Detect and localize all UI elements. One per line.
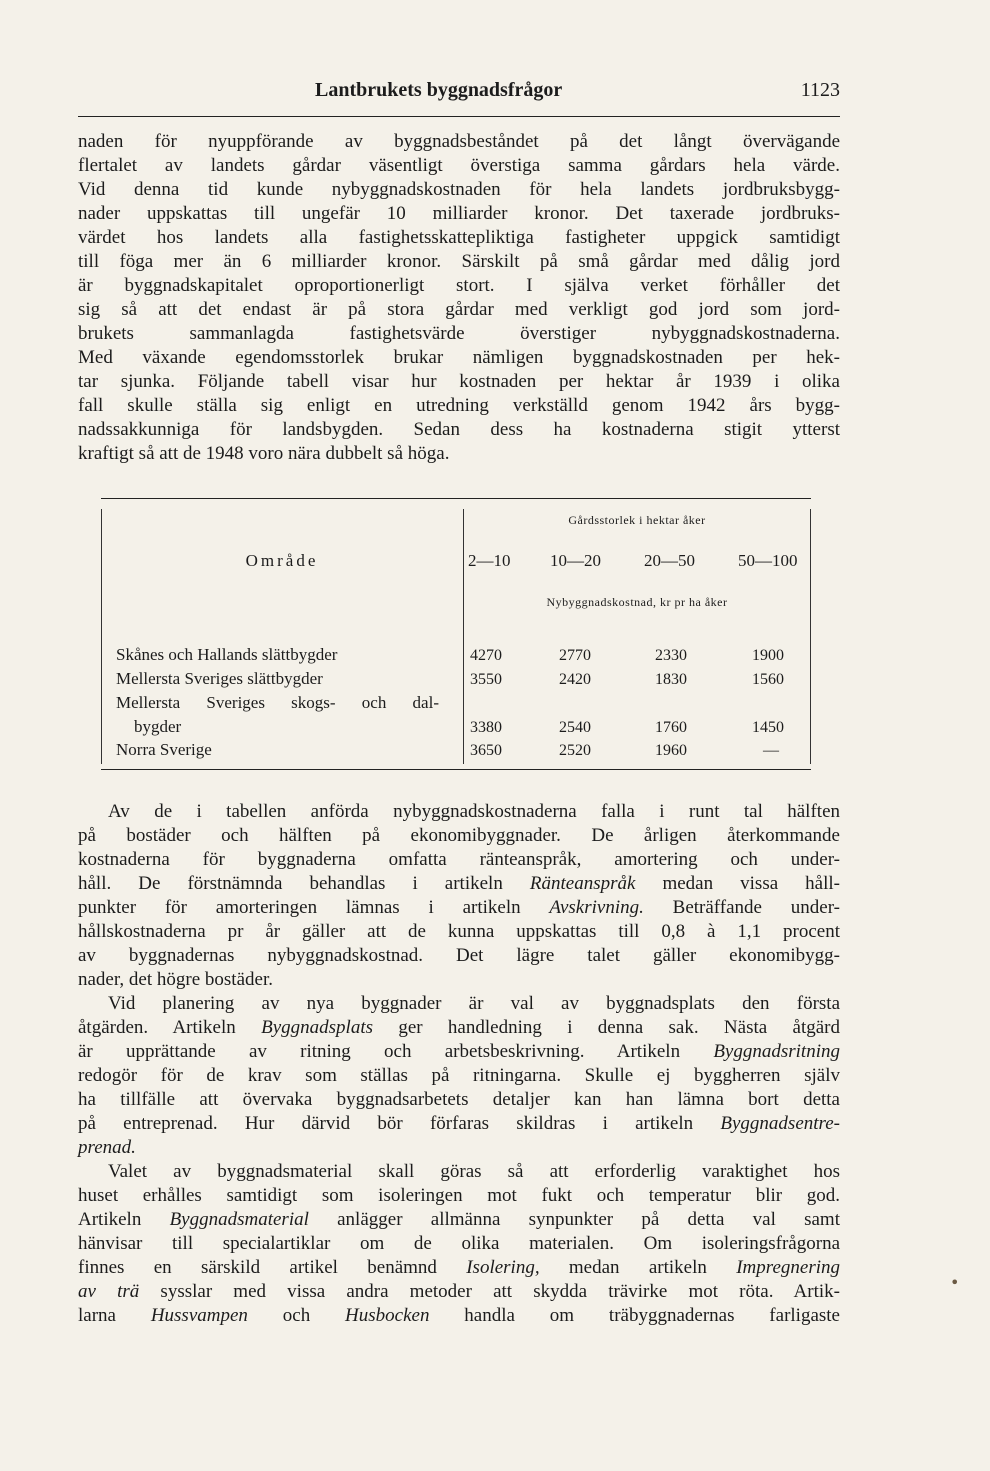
size-range-header: 10—20	[550, 551, 601, 570]
text-line: Med växande egendomsstorlek brukar nämligen byggnadskostnaden per hek-	[78, 347, 840, 368]
article-reference: prenad.	[78, 1137, 136, 1158]
paragraph-3: Vid planering av nya byggnader är val av byggnadsplats den första	[108, 993, 840, 1014]
table-cell: 1830	[655, 671, 687, 688]
table-cell: 2420	[559, 671, 591, 688]
article-reference: Impregnering	[736, 1257, 840, 1278]
article-reference: Byggnadsentre-	[720, 1113, 840, 1134]
page-number: 1123	[800, 79, 840, 101]
article-reference: av trä	[78, 1281, 140, 1302]
size-group-header: Gårdsstorlek i hektar åker	[568, 513, 706, 527]
article-reference: Hussvampen	[150, 1305, 248, 1326]
row-label: Skånes och Hallands slättbygder	[116, 645, 338, 664]
body-text-lower: Av de i tabellen anförda nybyggnadskostnaderna falla i runt tal hälften på bostäder och hälften på ekonomibyggnader. De årligen återkommande kostnaderna för byggnaderna omfatta ränteanspråk, amortering och under- håll. De förstnämnda behandlas i artikeln Ränteanspråk medan vissa håll- punkter för amorteringen lämnas i artikeln Avskrivning. Beträffande under- hållskostnaderna pr år gäller att de kunna uppskattas till 0,8 à 1,1 procent av byggnadernas nybyggnadskostnad. Det lägre talet gäller ekonomibygg- nader, det högre bostäder. Vid planering av nya byggnader är val av byggnadsplats den första åtgärden. Artikeln Byggnadsplats ger handledning i denna sak. Nästa åtgärd är upprättande av ritning och arbetsbeskrivning. Artikeln Byggnadsritning redogör för de krav som ställas på ritningarna. Skulle ej byggherren själv ha tillfälle att övervaka byggnadsarbetets detaljer kan han lämna bort detta på entreprenad. Hur därvid bör förfaras skildras i artikeln Byggnadsentre- prenad. Valet av byggnadsmaterial skall göras så att erforderlig varaktighet hos huset erhålles samtidigt som isoleringen mot fukt och temperatur blir god. Artikeln Byggnadsmaterial anlägger allmänna synpunkter på detta val samt hänvisar till specialartiklar om de olika materialen. Om isoleringsfrågorna finnes en särskild artikel benämnd Isolering, medan artikeln Impregnering av trä sysslar med vissa andra metoder att skydda trävirke mot röta. Artik- larna Hussvampen och Husbocken handla om träbyggnadernas farligaste	[78, 801, 840, 1326]
table-cell: 4270	[470, 647, 502, 664]
table-cell: 2330	[655, 647, 687, 664]
text-line: nadssakkunniga för landsbygden. Sedan dess ha kostnaderna stigit ytterst	[78, 419, 840, 440]
paragraph-1	[78, 130, 840, 466]
text-line: fall skulle ställa sig enligt en utredning verkställd genom 1942 års bygg-	[78, 395, 840, 416]
unit-header: Nybyggnadskostnad, kr pr ha åker	[546, 595, 728, 609]
row-label: Mellersta Sveriges skogs- och dal-	[116, 693, 439, 712]
table-cell: 1450	[752, 719, 784, 736]
article-reference: Byggnadsmaterial	[169, 1209, 309, 1230]
table-cell: 3650	[470, 742, 502, 759]
ink-speck: •	[950, 1273, 960, 1292]
table-right-border	[810, 509, 811, 764]
text-line: brukets sammanlagda fastighetsvärde överstiger nybyggnadskostnaderna.	[78, 323, 840, 344]
area-header: Område	[245, 551, 319, 570]
text-line: flertalet av landets gårdar väsentligt överstiga samma gårdars hela värde.	[78, 155, 840, 176]
cost-table	[101, 498, 811, 770]
article-reference: Ränteanspråk	[529, 873, 636, 894]
size-range-header: 2—10	[468, 551, 511, 570]
table-cell: 2770	[559, 647, 591, 664]
table-cell: 2520	[559, 742, 591, 759]
table-left-border	[101, 509, 102, 764]
article-reference: Avskrivning.	[549, 897, 644, 918]
text-line: nader uppskattas till ungefär 10 milliarder kronor. Det taxerade jordbruks-	[78, 203, 840, 224]
text-line: till föga mer än 6 milliarder kronor. Särskilt på små gårdar med dålig jord	[78, 251, 840, 272]
text-line: tar sjunka. Följande tabell visar hur kostnaden per hektar år 1939 i olika	[78, 371, 840, 392]
text-line: naden för nyuppförande av byggnadsbeståndet på det långt övervägande	[78, 131, 840, 152]
paragraph-2: Av de i tabellen anförda nybyggnadskostnaderna falla i runt tal hälften	[108, 801, 840, 822]
table-cell: 3380	[470, 719, 502, 736]
running-title: Lantbrukets byggnadsfrågor	[315, 79, 563, 101]
text-line: sig så att det endast är på stora gårdar med verkligt god jord som jord-	[78, 299, 840, 320]
table-cell: 3550	[470, 671, 502, 688]
size-range-header: 50—100	[738, 551, 798, 570]
text-line: är byggnadskapitalet oproportionerligt stort. I själva verket förhåller det	[78, 275, 840, 296]
row-label: Mellersta Sveriges slättbygder	[116, 669, 323, 688]
paragraph-4: Valet av byggnadsmaterial skall göras så att erforderlig varaktighet hos	[108, 1161, 840, 1182]
article-reference: Byggnadsplats	[261, 1017, 373, 1038]
row-label-continued: bygder	[134, 717, 182, 736]
table-cell: 1560	[752, 671, 784, 688]
size-range-header: 20—50	[644, 551, 695, 570]
table-cell: —	[763, 742, 779, 759]
table-cell: 1960	[655, 742, 687, 759]
text-line: värdet hos landets alla fastighetsskattepliktiga fastigheter uppgick samtidigt	[78, 227, 840, 248]
article-reference: Husbocken	[345, 1305, 430, 1326]
text-line: kraftigt så att de 1948 voro nära dubbelt så höga.	[78, 443, 450, 464]
row-label: Norra Sverige	[116, 740, 212, 759]
table-cell: 1900	[752, 647, 784, 664]
page-header	[78, 76, 840, 117]
article-reference: Isolering,	[466, 1257, 540, 1278]
table-cell: 1760	[655, 719, 687, 736]
text-line: Vid denna tid kunde nybyggnadskostnaden för hela landets jordbruksbygg-	[78, 179, 840, 200]
article-reference: Byggnadsritning	[713, 1041, 840, 1062]
table-cell: 2540	[559, 719, 591, 736]
